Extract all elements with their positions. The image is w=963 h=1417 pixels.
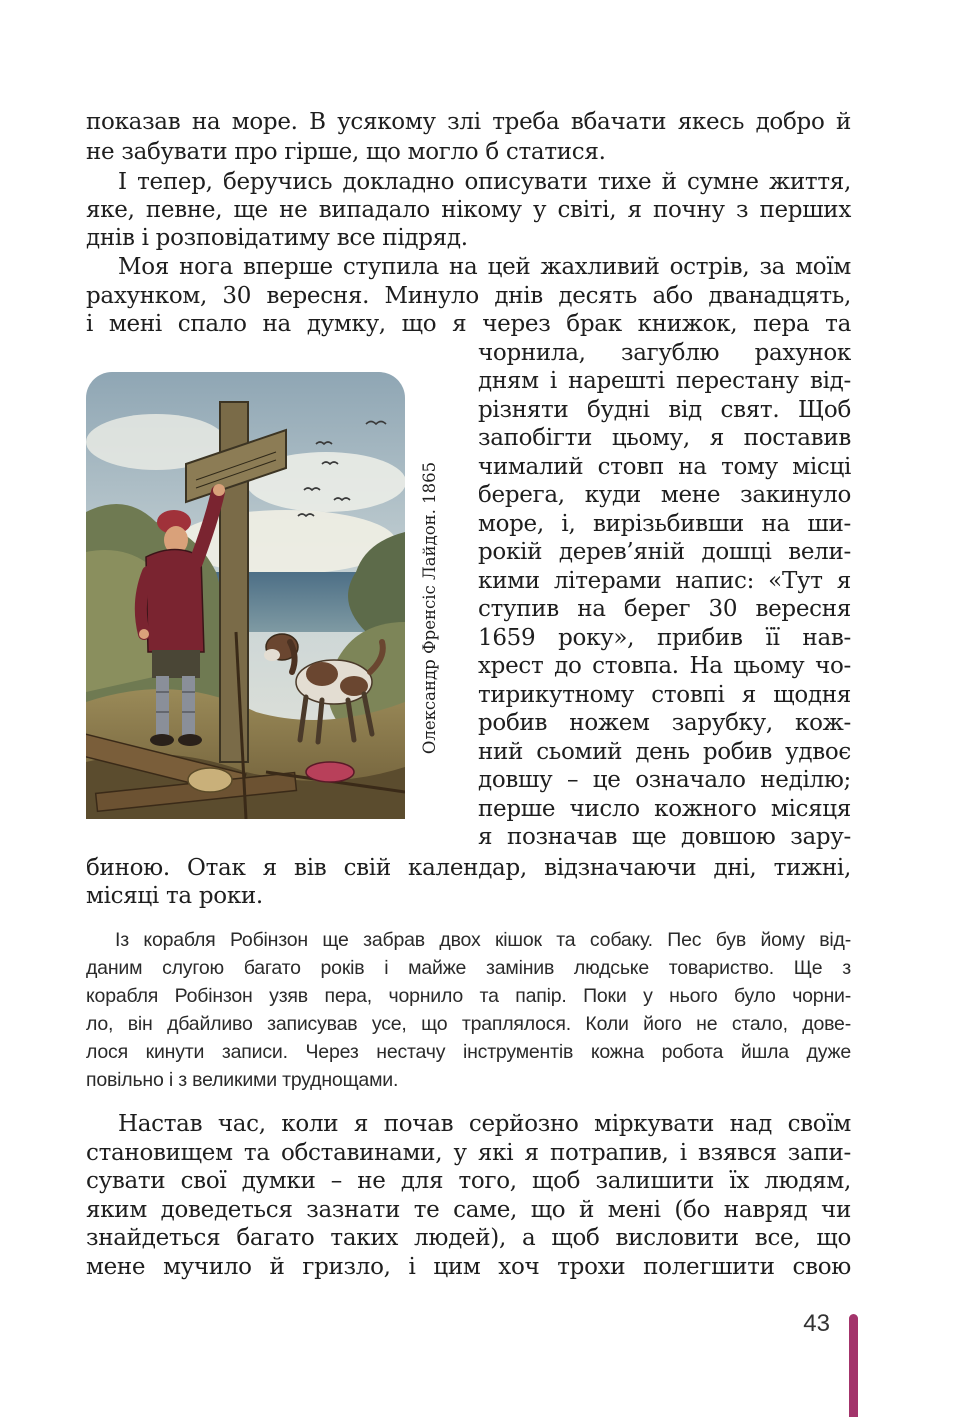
paragraph-line: биною. Отак я вів свій календар, відзначаючи дні, тижні, — [86, 855, 851, 881]
illustration-robinson-calendar-post — [86, 372, 405, 819]
summary-line: Із корабля Робінзон ще забрав двох кішок та собаку. Пес був йому від- — [115, 929, 851, 951]
summary-line: ло, він дбайливо записував усе, що траплялося. Коли його не стало, дове- — [86, 1013, 851, 1035]
summary-line: лося кинути записи. Через нестачу інструментів кожна робота йшла дуже — [86, 1041, 851, 1063]
paragraph-line: і мені спало на думку, що я через брак книжок, пера та — [86, 311, 851, 337]
summary-line: повільно і з великими труднощами. — [86, 1069, 399, 1091]
paragraph-line: рокій дерев’яній дошці вели- — [478, 539, 851, 565]
paragraph-line: кими літерами напис: «Тут я — [478, 568, 851, 594]
paragraph-line: показав на море. В усякому злі треба вбачати якесь добро й — [86, 109, 851, 135]
summary-line: даним слугою багато років і майже замінив людське товариство. Ще з — [86, 957, 851, 979]
paragraph-line: берега, куди мене закинуло — [478, 482, 851, 508]
paragraph-line: тирикутному стовпі я щодня — [478, 682, 851, 708]
paragraph-line: рахунком, 30 вересня. Минуло днів десять або дванадцять, — [86, 283, 851, 309]
paragraph-line: я позначав ще довшою зару- — [478, 824, 851, 850]
paragraph-line: Настав час, коли я почав серйозно міркувати над своїм — [118, 1111, 851, 1137]
paragraph-line: ступив на берег 30 вересня — [478, 596, 851, 622]
paragraph-line: довшу – це означало неділю; — [478, 767, 851, 793]
paragraph-line: місяці та роки. — [86, 883, 263, 909]
paragraph-line: море, і, вирізьбивши на ши- — [478, 511, 851, 537]
paragraph-line: запобігти цьому, я поставив — [478, 425, 851, 451]
paragraph-line: І тепер, беручись докладно описувати тихе й сумне життя, — [118, 169, 851, 195]
page-number: 43 — [803, 1310, 830, 1337]
paragraph-line: дням і нарешті перестану від- — [478, 368, 851, 394]
paragraph-line: яким доведеться зазнати те саме, що й мені (бо навряд чи — [86, 1197, 851, 1223]
paragraph-line: чорнила, загублю рахунок — [478, 340, 851, 366]
paragraph-line: перше число кожного місяця — [478, 796, 851, 822]
paragraph-line: яке, певне, ще не випадало нікому у світі, я почну з перших — [86, 197, 851, 223]
paragraph-line: днів і розповідатиму все підряд. — [86, 225, 468, 251]
paragraph-line: 1659 року», прибив її нав- — [478, 625, 851, 651]
paragraph-line: ний сьомий день робив удвоє — [478, 739, 851, 765]
paragraph-line: робив ножем зарубку, кож- — [478, 710, 851, 736]
paragraph-line: Моя нога вперше ступила на цей жахливий острів, за моїм — [118, 254, 851, 280]
paragraph-line: мене мучило й гризло, і цим хоч трохи полегшити свою — [86, 1254, 851, 1280]
paragraph-line: чималий стовп на тому місці — [478, 454, 851, 480]
illustration-caption: Олександр Френсіс Лайдон. 1865 — [420, 461, 439, 755]
paragraph-line: становищем та обставинами, у які я потрапив, і взявся запи- — [86, 1140, 851, 1166]
summary-line: корабля Робінзон узяв пера, чорнило та папір. Поки у нього було чорни- — [86, 985, 851, 1007]
page-accent-bar — [849, 1314, 858, 1417]
paragraph-line: хрест до стовпа. На цьому чо- — [478, 653, 851, 679]
paragraph-line: сувати свої думки – не для того, щоб залишити їх людям, — [86, 1168, 851, 1194]
paragraph-line: не забувати про гірше, що могло б статися. — [86, 139, 606, 165]
paragraph-line: знайдеться багато таких людей), а щоб висловити все, що — [86, 1225, 851, 1251]
paragraph-line: різняти будні від свят. Щоб — [478, 397, 851, 423]
